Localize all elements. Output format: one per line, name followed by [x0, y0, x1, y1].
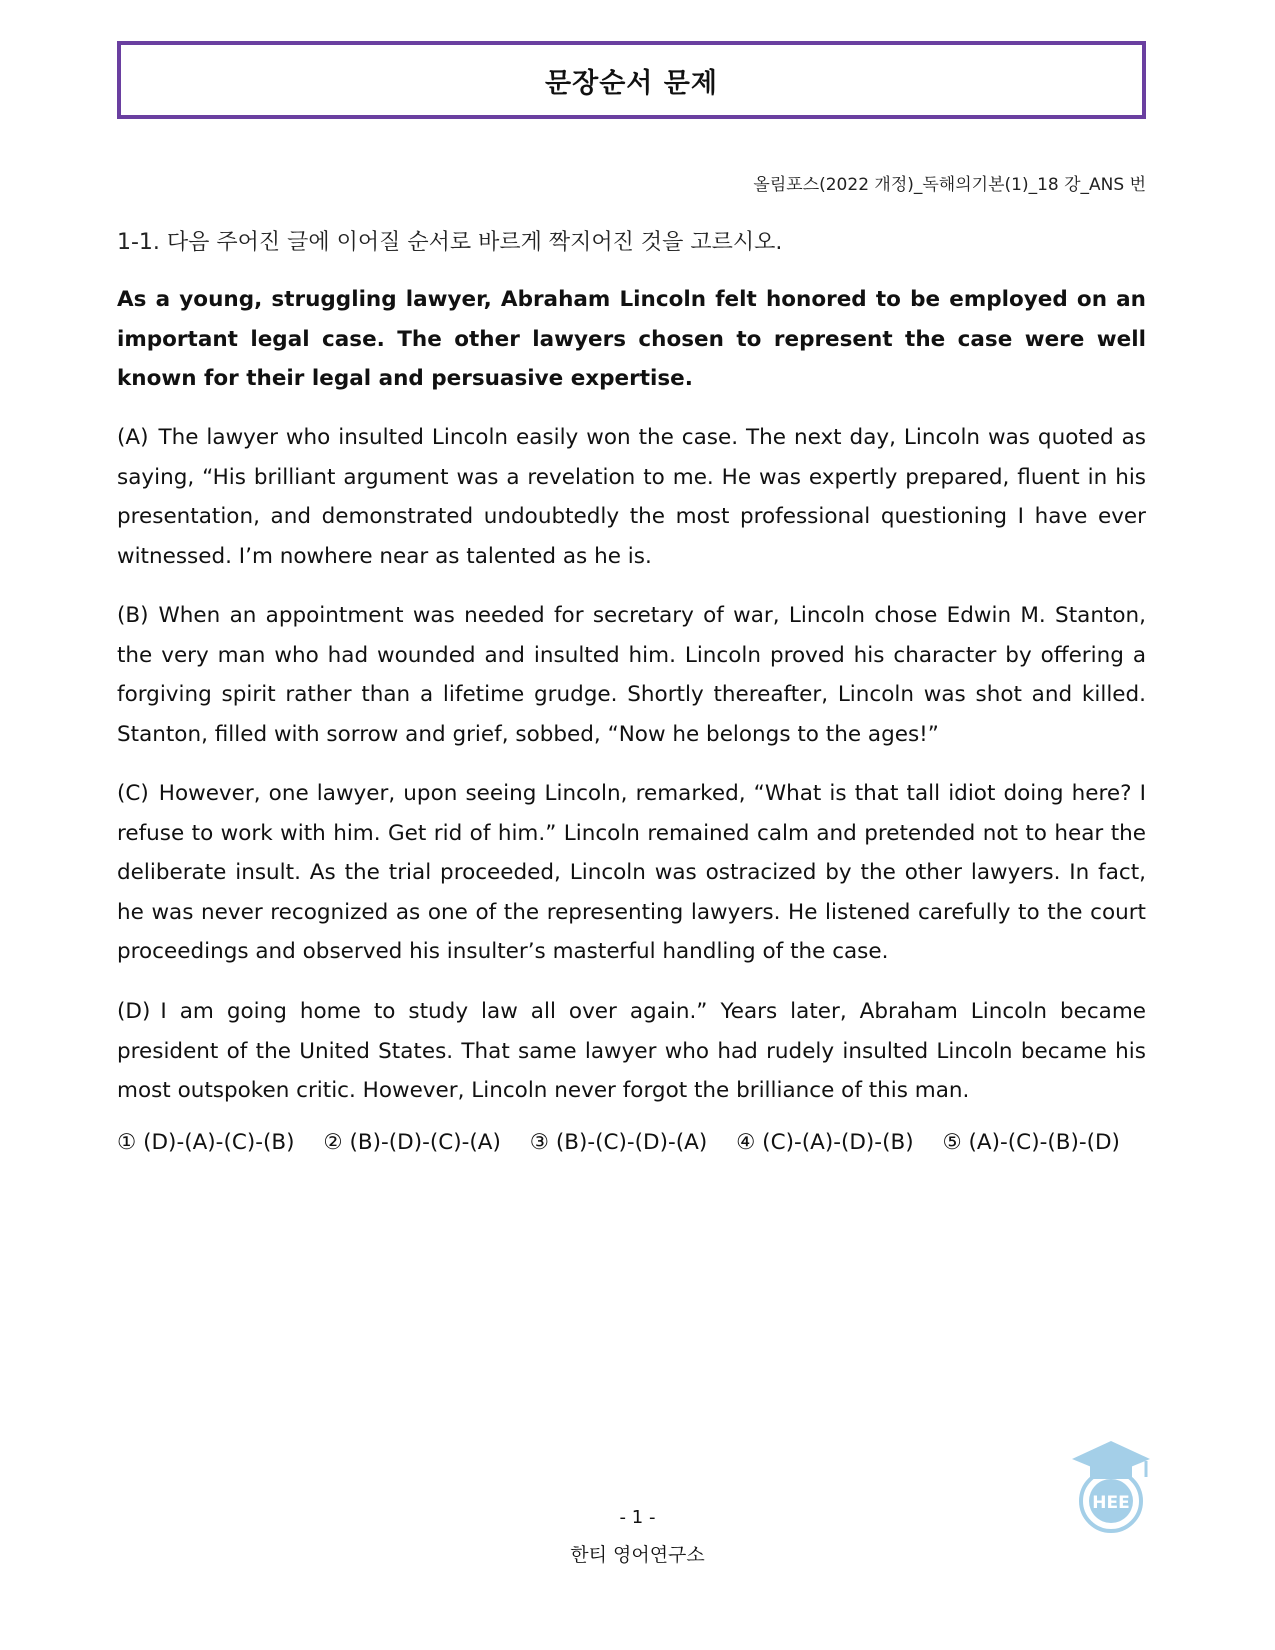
title-box: [117, 41, 1146, 119]
answer-choices: [117, 1130, 1142, 1155]
choice-5[interactable]: ⑤ (A)-(C)-(B)-(D): [942, 1130, 1120, 1155]
paragraph-text: However, one lawyer, upon seeing Lincoln, remarked, “What is that tall idiot doing here? I refuse to work with him. Get rid of him.” Lincoln remained calm and pretended not to hear the deliberate insult. As the trial proceeded, Lincoln was ostracized by the other lawyers. In fact, he was never recognized as one of the representing lawyers. He listened carefully to the court proceedings and observed his insulter’s masterful handling of the case.: [117, 781, 1146, 964]
paragraph-c: [117, 774, 1146, 972]
logo-text: HEE: [1092, 1493, 1130, 1513]
question-prompt: 1-1. 다음 주어진 글에 이어질 순서로 바르게 짝지어진 것을 고르시오.: [117, 230, 783, 255]
paragraph-text: I am going home to study law all over again.” Years later, Abraham Lincoln became president of the United States. That same lawyer who had rudely insulted Lincoln became his most outspoken critic. However, Lincoln never forgot the brilliance of this man.: [117, 999, 1146, 1103]
paragraph-label: (C): [117, 781, 149, 806]
footer-organization: 한티 영어연구소: [570, 1544, 705, 1566]
paragraph-text: When an appointment was needed for secretary of war, Lincoln chose Edwin M. Stanton, the very man who had wounded and insulted him. Lincoln proved his character by offering a forgiving spirit rather than a lifetime grudge. Shortly thereafter, Lincoln was shot and killed. Stanton, filled with sorrow and grief, sobbed, “Now he belongs to the ages!”: [117, 603, 1146, 747]
page-number: - 1 -: [619, 1507, 656, 1528]
intro-passage: As a young, struggling lawyer, Abraham Lincoln felt honored to be employed on an important legal case. The other lawyers chosen to represent the case were well known for their legal and persuasive expertise.: [117, 287, 1146, 391]
choice-4[interactable]: ④ (C)-(A)-(D)-(B): [736, 1130, 914, 1155]
choice-1[interactable]: ① (D)-(A)-(C)-(B): [117, 1130, 295, 1155]
page-title: 문장순서 문제: [545, 67, 718, 99]
paragraph-text: The lawyer who insulted Lincoln easily won the case. The next day, Lincoln was quoted as saying, “His brilliant argument was a revelation to me. He was expertly prepared, fluent in his presentation, and demonstrated undoubtedly the most professional questioning I have ever witnessed. I’m nowhere near as talented as he is.: [117, 425, 1146, 569]
paragraph-b: [117, 596, 1146, 754]
paragraph-label: (A): [117, 425, 149, 450]
choice-3[interactable]: ③ (B)-(C)-(D)-(A): [529, 1130, 708, 1155]
paragraph-label: (D): [117, 999, 151, 1024]
source-reference: 올림포스(2022 개정)_독해의기본(1)_18 강_ANS 번: [753, 175, 1146, 195]
paragraph-a: [117, 418, 1146, 576]
paragraph-d: [117, 992, 1146, 1111]
choice-2[interactable]: ② (B)-(D)-(C)-(A): [323, 1130, 501, 1155]
paragraph-label: (B): [117, 603, 149, 628]
